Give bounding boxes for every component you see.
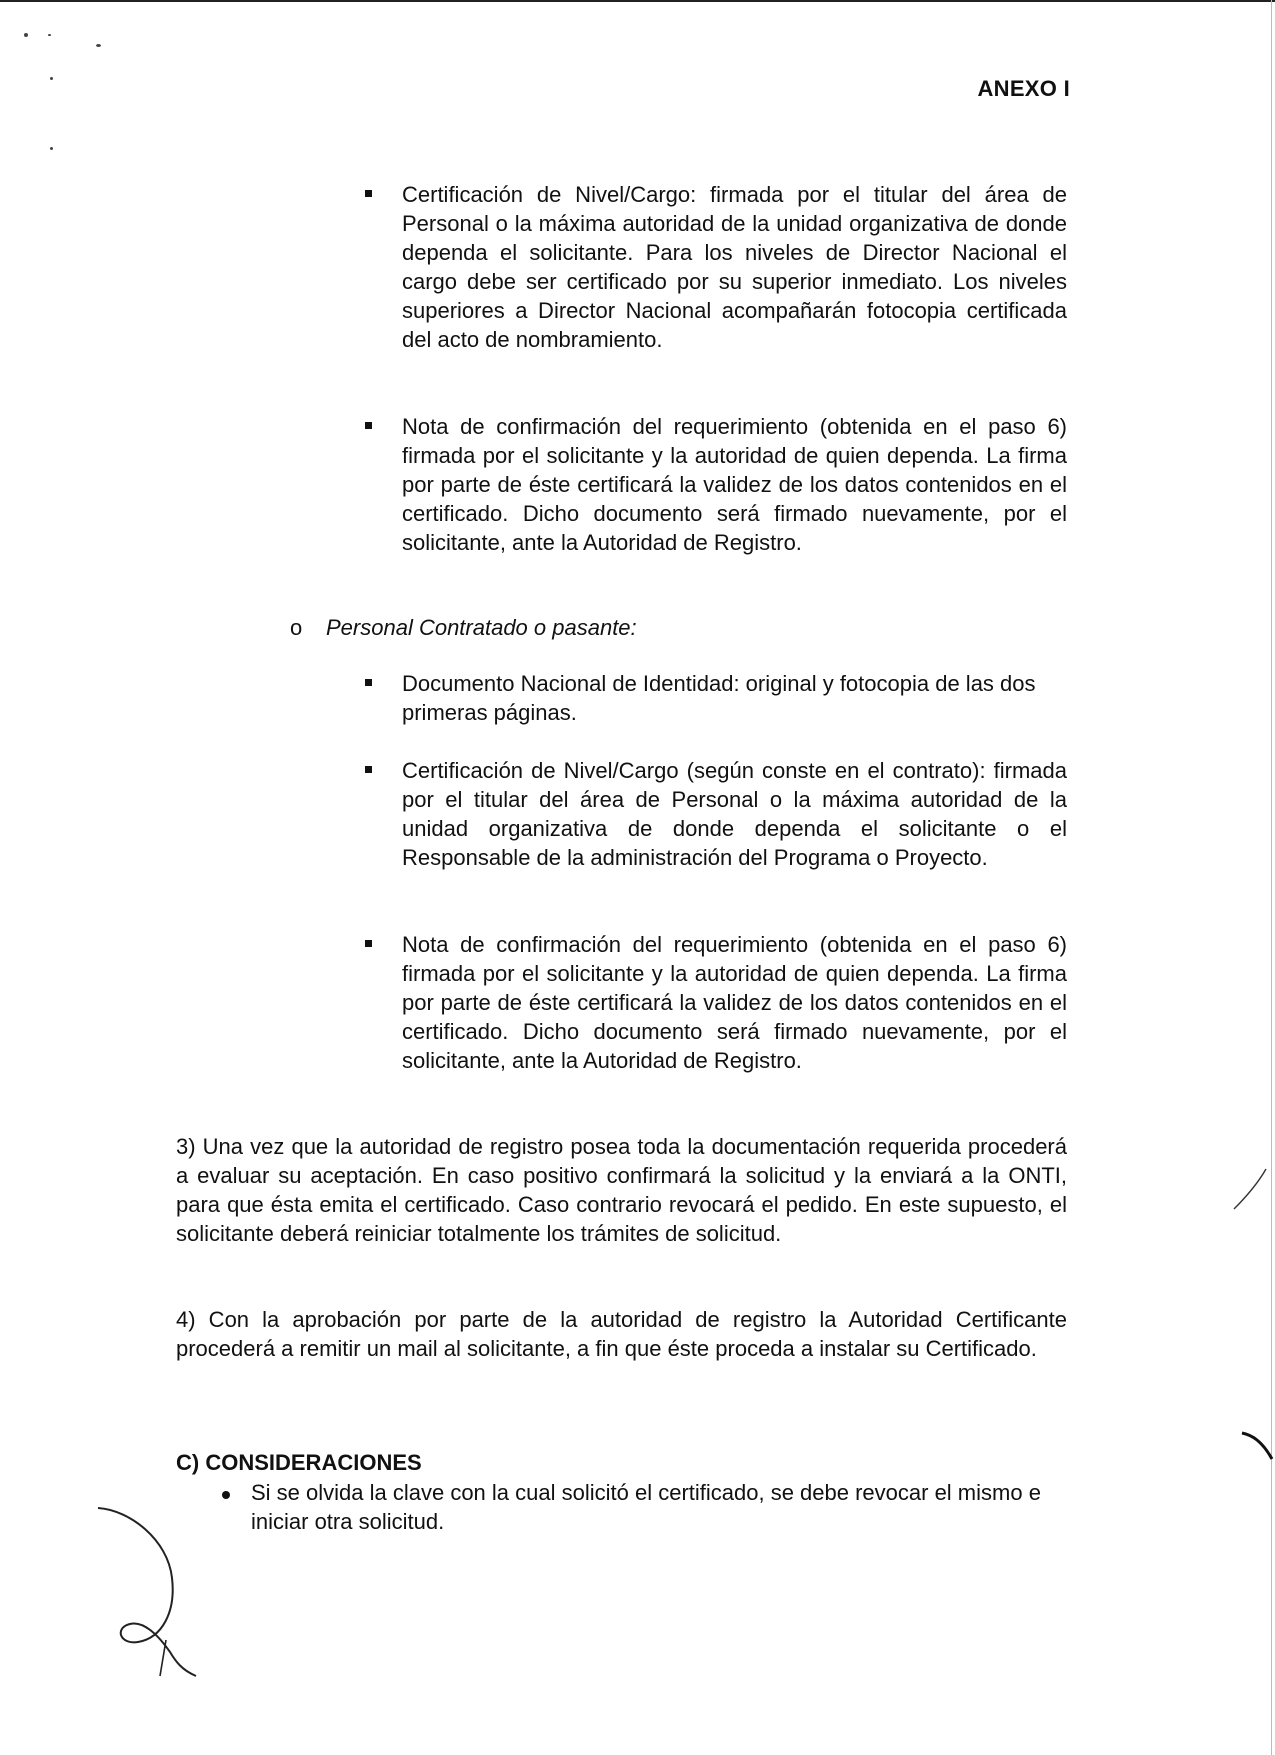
list-item (251, 1478, 1067, 1536)
square-bullet-icon (365, 766, 372, 773)
square-bullet-icon (365, 679, 372, 686)
hollow-circle-bullet-icon: o (290, 615, 303, 640)
round-bullet-icon (222, 1491, 230, 1499)
list-item (402, 180, 1067, 354)
scan-speck (50, 77, 53, 80)
scan-speck (96, 44, 101, 47)
scan-speck (24, 33, 28, 37)
list-item-text: Certificación de Nivel/Cargo (según conste en el contrato): firmada por el titular del área de Personal o la máxima autoridad de la unidad organizativa de donde dependa el solicitante o el Responsable de la administración del Programa o Proyecto. (402, 758, 1067, 870)
paragraph-step-4: 4) Con la aprobación por parte de la autoridad de registro la Autoridad Certificante procederá a remitir un mail al solicitante, a fin que éste proceda a instalar su Certificado. (176, 1307, 1067, 1361)
scan-top-edge (0, 0, 1275, 2)
list-item-text: Certificación de Nivel/Cargo: firmada por el titular del área de Personal o la máxima autoridad de la unidad organizativa de donde dependa el solicitante. Para los niveles de Director Nacional el cargo debe ser certificado por su superior inmediato. Los niveles superiores a Director Nacional acompañarán fotocopia certificada del acto de nombramiento. (402, 182, 1067, 352)
paragraph-step-3: 3) Una vez que la autoridad de registro posea toda la documentación requerida procederá a evaluar su aceptación. En caso positivo confirmará la solicitud y la enviará a la ONTI, para que ésta emita el certificado. Caso contrario revocará el pedido. En este supuesto, el solicitante deberá reiniciar totalmente los trámites de solicitud. (176, 1134, 1067, 1246)
list-item (402, 412, 1067, 557)
handwritten-signature-icon (90, 1500, 210, 1680)
scan-speck (48, 34, 51, 36)
list-item (402, 930, 1067, 1075)
square-bullet-icon (365, 940, 372, 947)
list-item-text: Si se olvida la clave con la cual solicitó el certificado, se debe revocar el mismo e iniciar otra solicitud. (251, 1480, 1041, 1534)
scan-right-edge (1271, 0, 1272, 1755)
square-bullet-icon (365, 190, 372, 197)
list-item-text: Nota de confirmación del requerimiento (obtenida en el paso 6) firmada por el solicitante y la autoridad de quien dependa. La firma por parte de éste certificará la validez de los datos contenidos en el certificado. Dicho documento será firmado nuevamente, por el solicitante, ante la Autoridad de Registro. (402, 932, 1067, 1073)
list-item (402, 756, 1067, 872)
section-heading: C) CONSIDERACIONES (176, 1450, 422, 1475)
square-bullet-icon (365, 422, 372, 429)
sub-section-heading: Personal Contratado o pasante: (326, 615, 637, 640)
annex-label: ANEXO I (977, 76, 1070, 101)
list-item-text: Nota de confirmación del requerimiento (obtenida en el paso 6) firmada por el solicitante y la autoridad de quien dependa. La firma por parte de éste certificará la validez de los datos contenidos en el certificado. Dicho documento será firmado nuevamente, por el solicitante, ante la Autoridad de Registro. (402, 414, 1067, 555)
list-item (402, 669, 1067, 727)
margin-mark-icon (1240, 1425, 1275, 1465)
margin-mark-icon (1230, 1165, 1270, 1215)
list-item-text: Documento Nacional de Identidad: original y fotocopia de las dos primeras páginas. (402, 671, 1036, 725)
scan-speck (50, 147, 53, 150)
